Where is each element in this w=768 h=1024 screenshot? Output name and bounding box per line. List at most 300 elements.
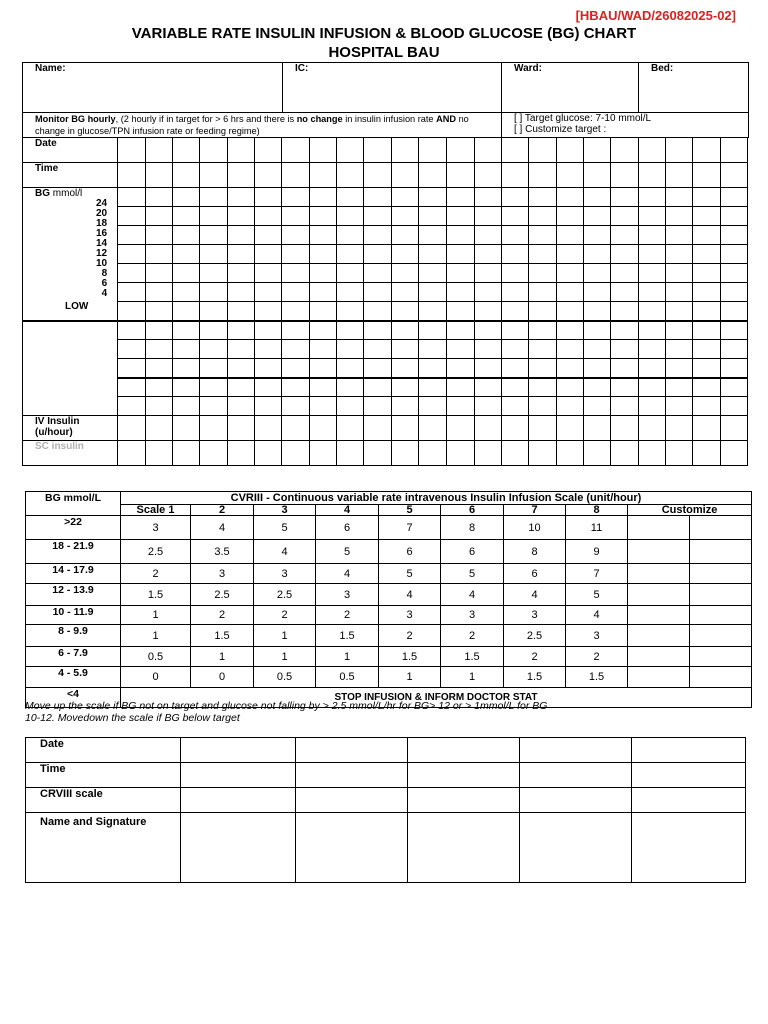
grid-cell[interactable] xyxy=(392,163,419,188)
grid-cell[interactable] xyxy=(419,207,446,226)
grid-cell[interactable] xyxy=(200,397,228,416)
grid-cell[interactable] xyxy=(364,188,392,207)
grid-cell[interactable] xyxy=(310,264,337,283)
grid-cell[interactable] xyxy=(610,321,638,340)
grid-cell[interactable] xyxy=(228,264,255,283)
grid-cell[interactable] xyxy=(501,264,528,283)
grid-cell[interactable] xyxy=(146,359,173,378)
grid-cell[interactable] xyxy=(556,245,583,264)
grid-cell[interactable] xyxy=(528,226,556,245)
grid-cell[interactable] xyxy=(337,441,364,466)
grid-cell[interactable] xyxy=(638,378,665,397)
grid-cell[interactable] xyxy=(665,378,692,397)
grid-cell[interactable] xyxy=(364,245,392,264)
grid-cell[interactable] xyxy=(146,188,173,207)
grid-cell[interactable] xyxy=(173,163,200,188)
grid-cell[interactable] xyxy=(720,340,747,359)
grid-cell[interactable] xyxy=(364,283,392,302)
grid-cell[interactable] xyxy=(200,163,228,188)
grid-cell[interactable] xyxy=(282,226,310,245)
sig-cell[interactable] xyxy=(296,788,408,813)
grid-cell[interactable] xyxy=(392,441,419,466)
grid-cell[interactable] xyxy=(583,207,610,226)
grid-cell[interactable] xyxy=(419,340,446,359)
grid-cell[interactable] xyxy=(337,207,364,226)
customize-cell[interactable] xyxy=(628,647,690,667)
grid-cell[interactable] xyxy=(665,138,692,163)
grid-cell[interactable] xyxy=(474,207,501,226)
grid-cell[interactable] xyxy=(692,416,720,441)
grid-cell[interactable] xyxy=(474,340,501,359)
grid-cell[interactable] xyxy=(610,283,638,302)
grid-cell[interactable] xyxy=(474,321,501,340)
grid-cell[interactable] xyxy=(638,207,665,226)
grid-cell[interactable] xyxy=(364,264,392,283)
grid-cell[interactable] xyxy=(720,321,747,340)
grid-cell[interactable] xyxy=(364,441,392,466)
grid-cell[interactable] xyxy=(638,416,665,441)
grid-cell[interactable] xyxy=(173,283,200,302)
grid-cell[interactable] xyxy=(337,138,364,163)
grid-cell[interactable] xyxy=(337,397,364,416)
grid-cell[interactable] xyxy=(474,264,501,283)
grid-cell[interactable] xyxy=(392,397,419,416)
grid-cell[interactable] xyxy=(282,378,310,397)
grid-cell[interactable] xyxy=(610,264,638,283)
grid-cell[interactable] xyxy=(364,207,392,226)
grid-cell[interactable] xyxy=(665,416,692,441)
grid-cell[interactable] xyxy=(255,441,282,466)
sig-cell[interactable] xyxy=(296,813,408,883)
grid-cell[interactable] xyxy=(474,378,501,397)
grid-cell[interactable] xyxy=(528,264,556,283)
grid-cell[interactable] xyxy=(118,226,146,245)
sig-cell[interactable] xyxy=(296,763,408,788)
grid-cell[interactable] xyxy=(528,138,556,163)
grid-cell[interactable] xyxy=(692,441,720,466)
grid-cell[interactable] xyxy=(392,321,419,340)
grid-cell[interactable] xyxy=(364,378,392,397)
grid-cell[interactable] xyxy=(665,245,692,264)
grid-cell[interactable] xyxy=(228,207,255,226)
grid-cell[interactable] xyxy=(556,188,583,207)
grid-cell[interactable] xyxy=(118,321,146,340)
grid-cell[interactable] xyxy=(501,378,528,397)
grid-cell[interactable] xyxy=(556,163,583,188)
grid-cell[interactable] xyxy=(200,340,228,359)
sig-cell[interactable] xyxy=(181,763,296,788)
grid-cell[interactable] xyxy=(146,245,173,264)
grid-cell[interactable] xyxy=(501,416,528,441)
grid-cell[interactable] xyxy=(392,283,419,302)
grid-cell[interactable] xyxy=(665,226,692,245)
grid-cell[interactable] xyxy=(556,441,583,466)
grid-cell[interactable] xyxy=(446,188,474,207)
grid-cell[interactable] xyxy=(610,340,638,359)
grid-cell[interactable] xyxy=(228,340,255,359)
grid-cell[interactable] xyxy=(228,397,255,416)
grid-cell[interactable] xyxy=(310,283,337,302)
grid-cell[interactable] xyxy=(446,378,474,397)
grid-cell[interactable] xyxy=(255,245,282,264)
grid-cell[interactable] xyxy=(364,302,392,321)
grid-cell[interactable] xyxy=(282,302,310,321)
grid-cell[interactable] xyxy=(228,302,255,321)
customize-cell[interactable] xyxy=(628,606,690,625)
customize-cell[interactable] xyxy=(690,516,752,540)
grid-cell[interactable] xyxy=(173,378,200,397)
grid-cell[interactable] xyxy=(501,226,528,245)
grid-cell[interactable] xyxy=(638,283,665,302)
grid-cell[interactable] xyxy=(364,321,392,340)
grid-cell[interactable] xyxy=(310,245,337,264)
grid-cell[interactable] xyxy=(310,378,337,397)
grid-cell[interactable] xyxy=(337,378,364,397)
sig-cell[interactable] xyxy=(181,788,296,813)
grid-cell[interactable] xyxy=(419,397,446,416)
grid-cell[interactable] xyxy=(200,378,228,397)
grid-cell[interactable] xyxy=(118,416,146,441)
grid-cell[interactable] xyxy=(556,397,583,416)
grid-cell[interactable] xyxy=(692,264,720,283)
grid-cell[interactable] xyxy=(528,378,556,397)
grid-cell[interactable] xyxy=(556,321,583,340)
grid-cell[interactable] xyxy=(446,397,474,416)
grid-cell[interactable] xyxy=(118,302,146,321)
grid-cell[interactable] xyxy=(556,283,583,302)
grid-cell[interactable] xyxy=(255,188,282,207)
grid-cell[interactable] xyxy=(720,207,747,226)
grid-cell[interactable] xyxy=(228,138,255,163)
grid-cell[interactable] xyxy=(638,321,665,340)
grid-cell[interactable] xyxy=(474,359,501,378)
grid-cell[interactable] xyxy=(720,264,747,283)
grid-cell[interactable] xyxy=(337,264,364,283)
grid-cell[interactable] xyxy=(419,283,446,302)
grid-cell[interactable] xyxy=(228,378,255,397)
grid-cell[interactable] xyxy=(638,138,665,163)
grid-cell[interactable] xyxy=(556,378,583,397)
grid-cell[interactable] xyxy=(282,188,310,207)
grid-cell[interactable] xyxy=(474,226,501,245)
grid-cell[interactable] xyxy=(583,378,610,397)
grid-cell[interactable] xyxy=(583,302,610,321)
grid-cell[interactable] xyxy=(310,416,337,441)
sig-cell[interactable] xyxy=(408,763,520,788)
grid-cell[interactable] xyxy=(720,138,747,163)
grid-cell[interactable] xyxy=(118,397,146,416)
grid-cell[interactable] xyxy=(173,359,200,378)
grid-cell[interactable] xyxy=(255,359,282,378)
grid-cell[interactable] xyxy=(310,226,337,245)
grid-cell[interactable] xyxy=(282,264,310,283)
grid-cell[interactable] xyxy=(528,321,556,340)
sig-cell[interactable] xyxy=(520,738,632,763)
grid-cell[interactable] xyxy=(446,163,474,188)
grid-cell[interactable] xyxy=(392,302,419,321)
grid-cell[interactable] xyxy=(200,245,228,264)
grid-cell[interactable] xyxy=(200,188,228,207)
grid-cell[interactable] xyxy=(173,397,200,416)
grid-cell[interactable] xyxy=(720,302,747,321)
grid-cell[interactable] xyxy=(255,378,282,397)
grid-cell[interactable] xyxy=(173,188,200,207)
grid-cell[interactable] xyxy=(556,207,583,226)
grid-cell[interactable] xyxy=(556,340,583,359)
grid-cell[interactable] xyxy=(173,416,200,441)
grid-cell[interactable] xyxy=(282,245,310,264)
grid-cell[interactable] xyxy=(392,207,419,226)
grid-cell[interactable] xyxy=(446,302,474,321)
grid-cell[interactable] xyxy=(528,416,556,441)
grid-cell[interactable] xyxy=(419,264,446,283)
grid-cell[interactable] xyxy=(282,321,310,340)
grid-cell[interactable] xyxy=(419,416,446,441)
grid-cell[interactable] xyxy=(446,416,474,441)
grid-cell[interactable] xyxy=(528,245,556,264)
sig-cell[interactable] xyxy=(296,738,408,763)
grid-cell[interactable] xyxy=(638,340,665,359)
grid-cell[interactable] xyxy=(501,283,528,302)
customize-cell[interactable] xyxy=(690,667,752,688)
sig-cell[interactable] xyxy=(408,813,520,883)
grid-cell[interactable] xyxy=(528,207,556,226)
grid-cell[interactable] xyxy=(556,226,583,245)
grid-cell[interactable] xyxy=(310,340,337,359)
grid-cell[interactable] xyxy=(692,207,720,226)
grid-cell[interactable] xyxy=(501,397,528,416)
grid-cell[interactable] xyxy=(419,226,446,245)
customize-target-checkbox[interactable]: [ ] Customize target : xyxy=(514,124,607,135)
grid-cell[interactable] xyxy=(474,416,501,441)
grid-cell[interactable] xyxy=(610,416,638,441)
grid-cell[interactable] xyxy=(146,283,173,302)
sig-cell[interactable] xyxy=(408,788,520,813)
grid-cell[interactable] xyxy=(419,163,446,188)
grid-cell[interactable] xyxy=(310,397,337,416)
grid-cell[interactable] xyxy=(146,163,173,188)
grid-cell[interactable] xyxy=(173,138,200,163)
target-glucose-checkbox[interactable]: [ ] Target glucose: 7-10 mmol/L xyxy=(514,113,652,124)
grid-cell[interactable] xyxy=(610,397,638,416)
grid-cell[interactable] xyxy=(446,207,474,226)
sig-cell[interactable] xyxy=(632,763,746,788)
grid-cell[interactable] xyxy=(638,302,665,321)
grid-cell[interactable] xyxy=(665,188,692,207)
grid-cell[interactable] xyxy=(228,188,255,207)
grid-cell[interactable] xyxy=(446,441,474,466)
grid-cell[interactable] xyxy=(364,416,392,441)
grid-cell[interactable] xyxy=(200,302,228,321)
grid-cell[interactable] xyxy=(255,302,282,321)
grid-cell[interactable] xyxy=(556,264,583,283)
sig-cell[interactable] xyxy=(520,813,632,883)
grid-cell[interactable] xyxy=(310,441,337,466)
grid-cell[interactable] xyxy=(501,138,528,163)
grid-cell[interactable] xyxy=(583,321,610,340)
grid-cell[interactable] xyxy=(720,283,747,302)
grid-cell[interactable] xyxy=(173,321,200,340)
grid-cell[interactable] xyxy=(146,207,173,226)
grid-cell[interactable] xyxy=(200,441,228,466)
sig-cell[interactable] xyxy=(181,738,296,763)
grid-cell[interactable] xyxy=(118,163,146,188)
grid-cell[interactable] xyxy=(146,302,173,321)
grid-cell[interactable] xyxy=(337,188,364,207)
grid-cell[interactable] xyxy=(419,188,446,207)
grid-cell[interactable] xyxy=(282,397,310,416)
grid-cell[interactable] xyxy=(610,138,638,163)
grid-cell[interactable] xyxy=(310,302,337,321)
grid-cell[interactable] xyxy=(228,359,255,378)
customize-cell[interactable] xyxy=(628,584,690,606)
grid-cell[interactable] xyxy=(501,441,528,466)
grid-cell[interactable] xyxy=(638,226,665,245)
customize-cell[interactable] xyxy=(628,667,690,688)
grid-cell[interactable] xyxy=(720,226,747,245)
grid-cell[interactable] xyxy=(692,359,720,378)
grid-cell[interactable] xyxy=(583,397,610,416)
grid-cell[interactable] xyxy=(692,226,720,245)
grid-cell[interactable] xyxy=(528,163,556,188)
grid-cell[interactable] xyxy=(583,441,610,466)
ic-field[interactable] xyxy=(283,63,502,113)
grid-cell[interactable] xyxy=(364,138,392,163)
sig-cell[interactable] xyxy=(632,738,746,763)
grid-cell[interactable] xyxy=(146,340,173,359)
grid-cell[interactable] xyxy=(419,138,446,163)
grid-cell[interactable] xyxy=(665,283,692,302)
sig-cell[interactable] xyxy=(181,813,296,883)
sig-cell[interactable] xyxy=(632,813,746,883)
grid-cell[interactable] xyxy=(665,163,692,188)
grid-cell[interactable] xyxy=(146,226,173,245)
customize-cell[interactable] xyxy=(690,625,752,647)
grid-cell[interactable] xyxy=(255,283,282,302)
grid-cell[interactable] xyxy=(282,163,310,188)
grid-cell[interactable] xyxy=(610,359,638,378)
customize-cell[interactable] xyxy=(690,647,752,667)
grid-cell[interactable] xyxy=(118,138,146,163)
grid-cell[interactable] xyxy=(392,264,419,283)
grid-cell[interactable] xyxy=(118,283,146,302)
grid-cell[interactable] xyxy=(255,264,282,283)
grid-cell[interactable] xyxy=(501,359,528,378)
grid-cell[interactable] xyxy=(255,163,282,188)
grid-cell[interactable] xyxy=(228,283,255,302)
grid-cell[interactable] xyxy=(228,441,255,466)
grid-cell[interactable] xyxy=(419,321,446,340)
grid-cell[interactable] xyxy=(665,207,692,226)
grid-cell[interactable] xyxy=(583,138,610,163)
grid-cell[interactable] xyxy=(638,397,665,416)
grid-cell[interactable] xyxy=(337,321,364,340)
grid-cell[interactable] xyxy=(364,359,392,378)
grid-cell[interactable] xyxy=(228,245,255,264)
grid-cell[interactable] xyxy=(392,188,419,207)
grid-cell[interactable] xyxy=(665,441,692,466)
grid-cell[interactable] xyxy=(610,245,638,264)
grid-cell[interactable] xyxy=(200,359,228,378)
grid-cell[interactable] xyxy=(310,138,337,163)
grid-cell[interactable] xyxy=(474,283,501,302)
grid-cell[interactable] xyxy=(173,226,200,245)
grid-cell[interactable] xyxy=(173,264,200,283)
sig-cell[interactable] xyxy=(408,738,520,763)
customize-cell[interactable] xyxy=(690,540,752,564)
grid-cell[interactable] xyxy=(200,138,228,163)
grid-cell[interactable] xyxy=(446,245,474,264)
grid-cell[interactable] xyxy=(665,340,692,359)
customize-cell[interactable] xyxy=(690,584,752,606)
grid-cell[interactable] xyxy=(282,138,310,163)
grid-cell[interactable] xyxy=(501,207,528,226)
ward-field[interactable] xyxy=(502,63,639,113)
grid-cell[interactable] xyxy=(692,283,720,302)
grid-cell[interactable] xyxy=(610,226,638,245)
grid-cell[interactable] xyxy=(337,283,364,302)
grid-cell[interactable] xyxy=(118,340,146,359)
grid-cell[interactable] xyxy=(118,245,146,264)
customize-cell[interactable] xyxy=(690,606,752,625)
grid-cell[interactable] xyxy=(474,245,501,264)
grid-cell[interactable] xyxy=(610,378,638,397)
grid-cell[interactable] xyxy=(200,226,228,245)
grid-cell[interactable] xyxy=(583,245,610,264)
sig-cell[interactable] xyxy=(520,788,632,813)
grid-cell[interactable] xyxy=(282,416,310,441)
grid-cell[interactable] xyxy=(610,188,638,207)
grid-cell[interactable] xyxy=(337,245,364,264)
grid-cell[interactable] xyxy=(173,441,200,466)
grid-cell[interactable] xyxy=(474,163,501,188)
grid-cell[interactable] xyxy=(556,359,583,378)
grid-cell[interactable] xyxy=(501,188,528,207)
grid-cell[interactable] xyxy=(446,321,474,340)
grid-cell[interactable] xyxy=(392,340,419,359)
grid-cell[interactable] xyxy=(583,264,610,283)
grid-cell[interactable] xyxy=(583,359,610,378)
grid-cell[interactable] xyxy=(501,245,528,264)
grid-cell[interactable] xyxy=(310,207,337,226)
grid-cell[interactable] xyxy=(146,397,173,416)
grid-cell[interactable] xyxy=(364,340,392,359)
grid-cell[interactable] xyxy=(638,264,665,283)
grid-cell[interactable] xyxy=(173,207,200,226)
grid-cell[interactable] xyxy=(446,138,474,163)
grid-cell[interactable] xyxy=(392,245,419,264)
grid-cell[interactable] xyxy=(556,416,583,441)
grid-cell[interactable] xyxy=(583,163,610,188)
grid-cell[interactable] xyxy=(146,138,173,163)
grid-cell[interactable] xyxy=(337,340,364,359)
grid-cell[interactable] xyxy=(610,207,638,226)
grid-cell[interactable] xyxy=(638,245,665,264)
grid-cell[interactable] xyxy=(200,207,228,226)
grid-cell[interactable] xyxy=(310,163,337,188)
grid-cell[interactable] xyxy=(665,397,692,416)
grid-cell[interactable] xyxy=(583,340,610,359)
grid-cell[interactable] xyxy=(282,340,310,359)
grid-cell[interactable] xyxy=(364,163,392,188)
grid-cell[interactable] xyxy=(638,163,665,188)
grid-cell[interactable] xyxy=(337,163,364,188)
grid-cell[interactable] xyxy=(528,188,556,207)
grid-cell[interactable] xyxy=(665,302,692,321)
grid-cell[interactable] xyxy=(638,359,665,378)
sig-cell[interactable] xyxy=(632,788,746,813)
grid-cell[interactable] xyxy=(720,163,747,188)
